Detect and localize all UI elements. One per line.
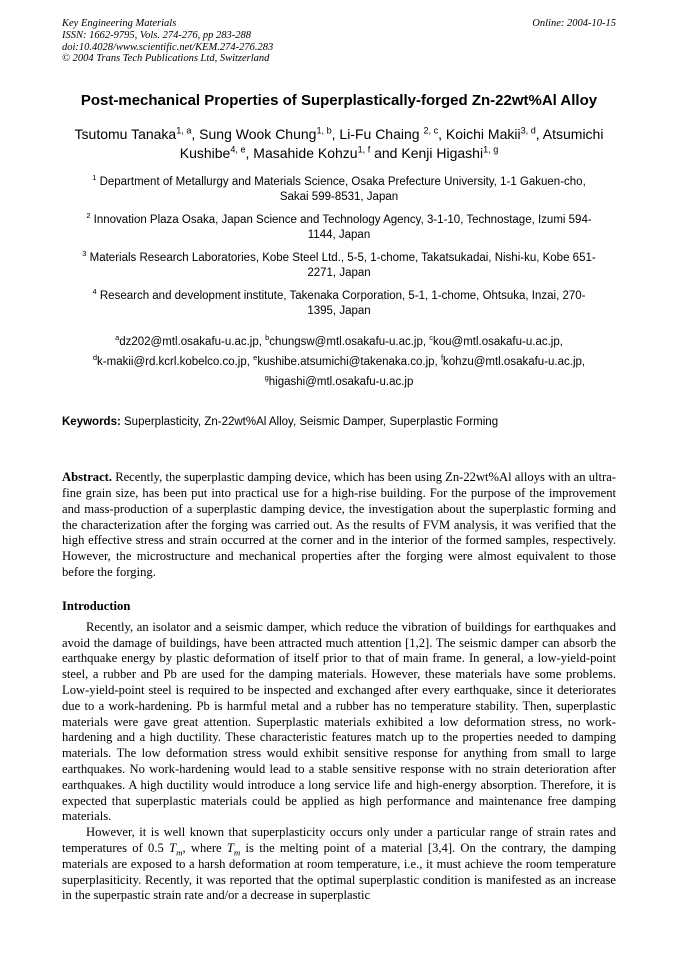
paper-title: Post-mechanical Properties of Superplastically-forged Zn-22wt%Al Alloy [80,92,598,110]
email-line-2: $^d$k-makii@rd.kcrl.kobelco.co.jp, $^e$kushibe.atsumichi@takenaka.co.jp, $^f$kohzu@mtl.osakafu-u.ac.jp, [92,353,586,369]
affiliation-1: $^1$ Department of Metallurgy and Materials Science, Osaka Prefecture University, 1-1 Gakuen-cho, Sakai 599-8531, Japan [92,173,586,203]
journal-issn: ISSN: 1662-9795, Vols. 274-276, pp 283-288 [62,29,251,41]
online-date: Online: 2004-10-15 [532,18,616,29]
affiliations [62,175,616,318]
keywords-line: Keywords: Superplasticity, Zn-22wt%Al Alloy, Seismic Damper, Superplastic Forming [62,416,499,429]
abstract-paragraph: Abstract. Recently, the superplastic damping device, which has been using Zn-22wt%Al alloys with an ultra-fine grain size, has been put into practical use for a high-rise building. For the purpose of the improvement and mass-production of a superplastic damping device, the investigation about the superplastic forming and the characterization after the forging was carried out. As the results of FVM analysis, it was verified that the high effective stress and strain occurred at the corner and in the interior of the formed samples, respectively. However, the microstructure and mechanical properties after the forging were almost equivalent to those before the forging. [62,470,616,579]
authors-line: Tsutomu Tanaka$^{1, a}$, Sung Wook Chung$^{1, b}$, Li-Fu Chaing $^{2, c}$, Koichi Makii$^{3, d}$, Atsumichi Kushibe$^{4, e}$, Masahide Kohzu$^{1, f}$ and Kenji Higashi$^{1, g}$ [74,125,604,162]
introduction-paragraph-1: Recently, an isolator and a seismic damper, which reduce the vibration of buildings for earthquakes and avoid the damage of buildings, have been attracted much attention [1,2]. The seismic damper can absorb the earthquake energy by plastic deformation of itself prior to that of main frame. In general, a low-yield-point steel, a rubber and Pb are used for the damping materials. However, these materials have some problems. Low-yield-point steel is required to be inspected and exchanged after every earthquake, since it deteriorates due to a work-hardening. Pb is harmful metal and a rubber has no temperature stability. Then, superplastic materials were gave great attention. Superplastic materials exhibited a low deformation stress, no work-hardening and a high ductility. These characteristic features match up to the properties needed to damping materials. The low deformation stress would exhibit sensitive response for anything from small to large earthquakes. No work-hardening would lead to a stable sensitive response with no strain deterioration after earthquakes. A high ductility would introduce a long service life and high-energy absorption. Therefore, it is expected that superplastic materials could be applied as high performance and maintenance free damping materials. [62,619,616,824]
author-emails [62,335,616,389]
email-line-3: $^g$higashi@mtl.osakafu-u.ac.jp [264,373,414,389]
journal-doi: doi:10.4028/www.scientific.net/KEM.274-276.283 [62,41,274,53]
journal-copyright: © 2004 Trans Tech Publications Ltd, Switzerland [62,53,270,65]
section-heading-introduction: Introduction [62,598,131,613]
journal-info [62,18,273,65]
affiliation-4: $^4$ Research and development institute, Takenaka Corporation, 5-1, 1-chome, Ohtsuka, Inzai, 270-1395, Japan [92,287,586,317]
introduction-paragraph-2: However, it is well known that superplasticity occurs only under a particular range of strain rates and temperatures of 0.5 $T_m$, where $T_m$ is the melting point of a material [3,4]. On the contrary, the damping materials are exposed to a harsh deformation at room temperature, i.e., it must achieve the room temperature superplasiticity. Recently, it was reported that the optimal superplastic condition is manifested as an increase in the superpastic strain rate and/or a decrease in superplastic [62,825,617,903]
affiliation-3: $^3$ Materials Research Laboratories, Kobe Steel Ltd., 5-5, 1-chome, Takatsukadai, Nishi-ku, Kobe 651-2271, Japan [82,249,596,279]
journal-name: Key Engineering Materials [62,18,177,29]
affiliation-2: $^2$ Innovation Plaza Osaka, Japan Science and Technology Agency, 3-1-10, Technostage, Izumi 594-1144, Japan [86,211,592,241]
email-line-1: $^a$dz202@mtl.osakafu-u.ac.jp, $^b$chungsw@mtl.osakafu-u.ac.jp, $^c$kou@mtl.osakafu-u.ac.jp, [115,333,563,349]
journal-header [62,18,616,65]
